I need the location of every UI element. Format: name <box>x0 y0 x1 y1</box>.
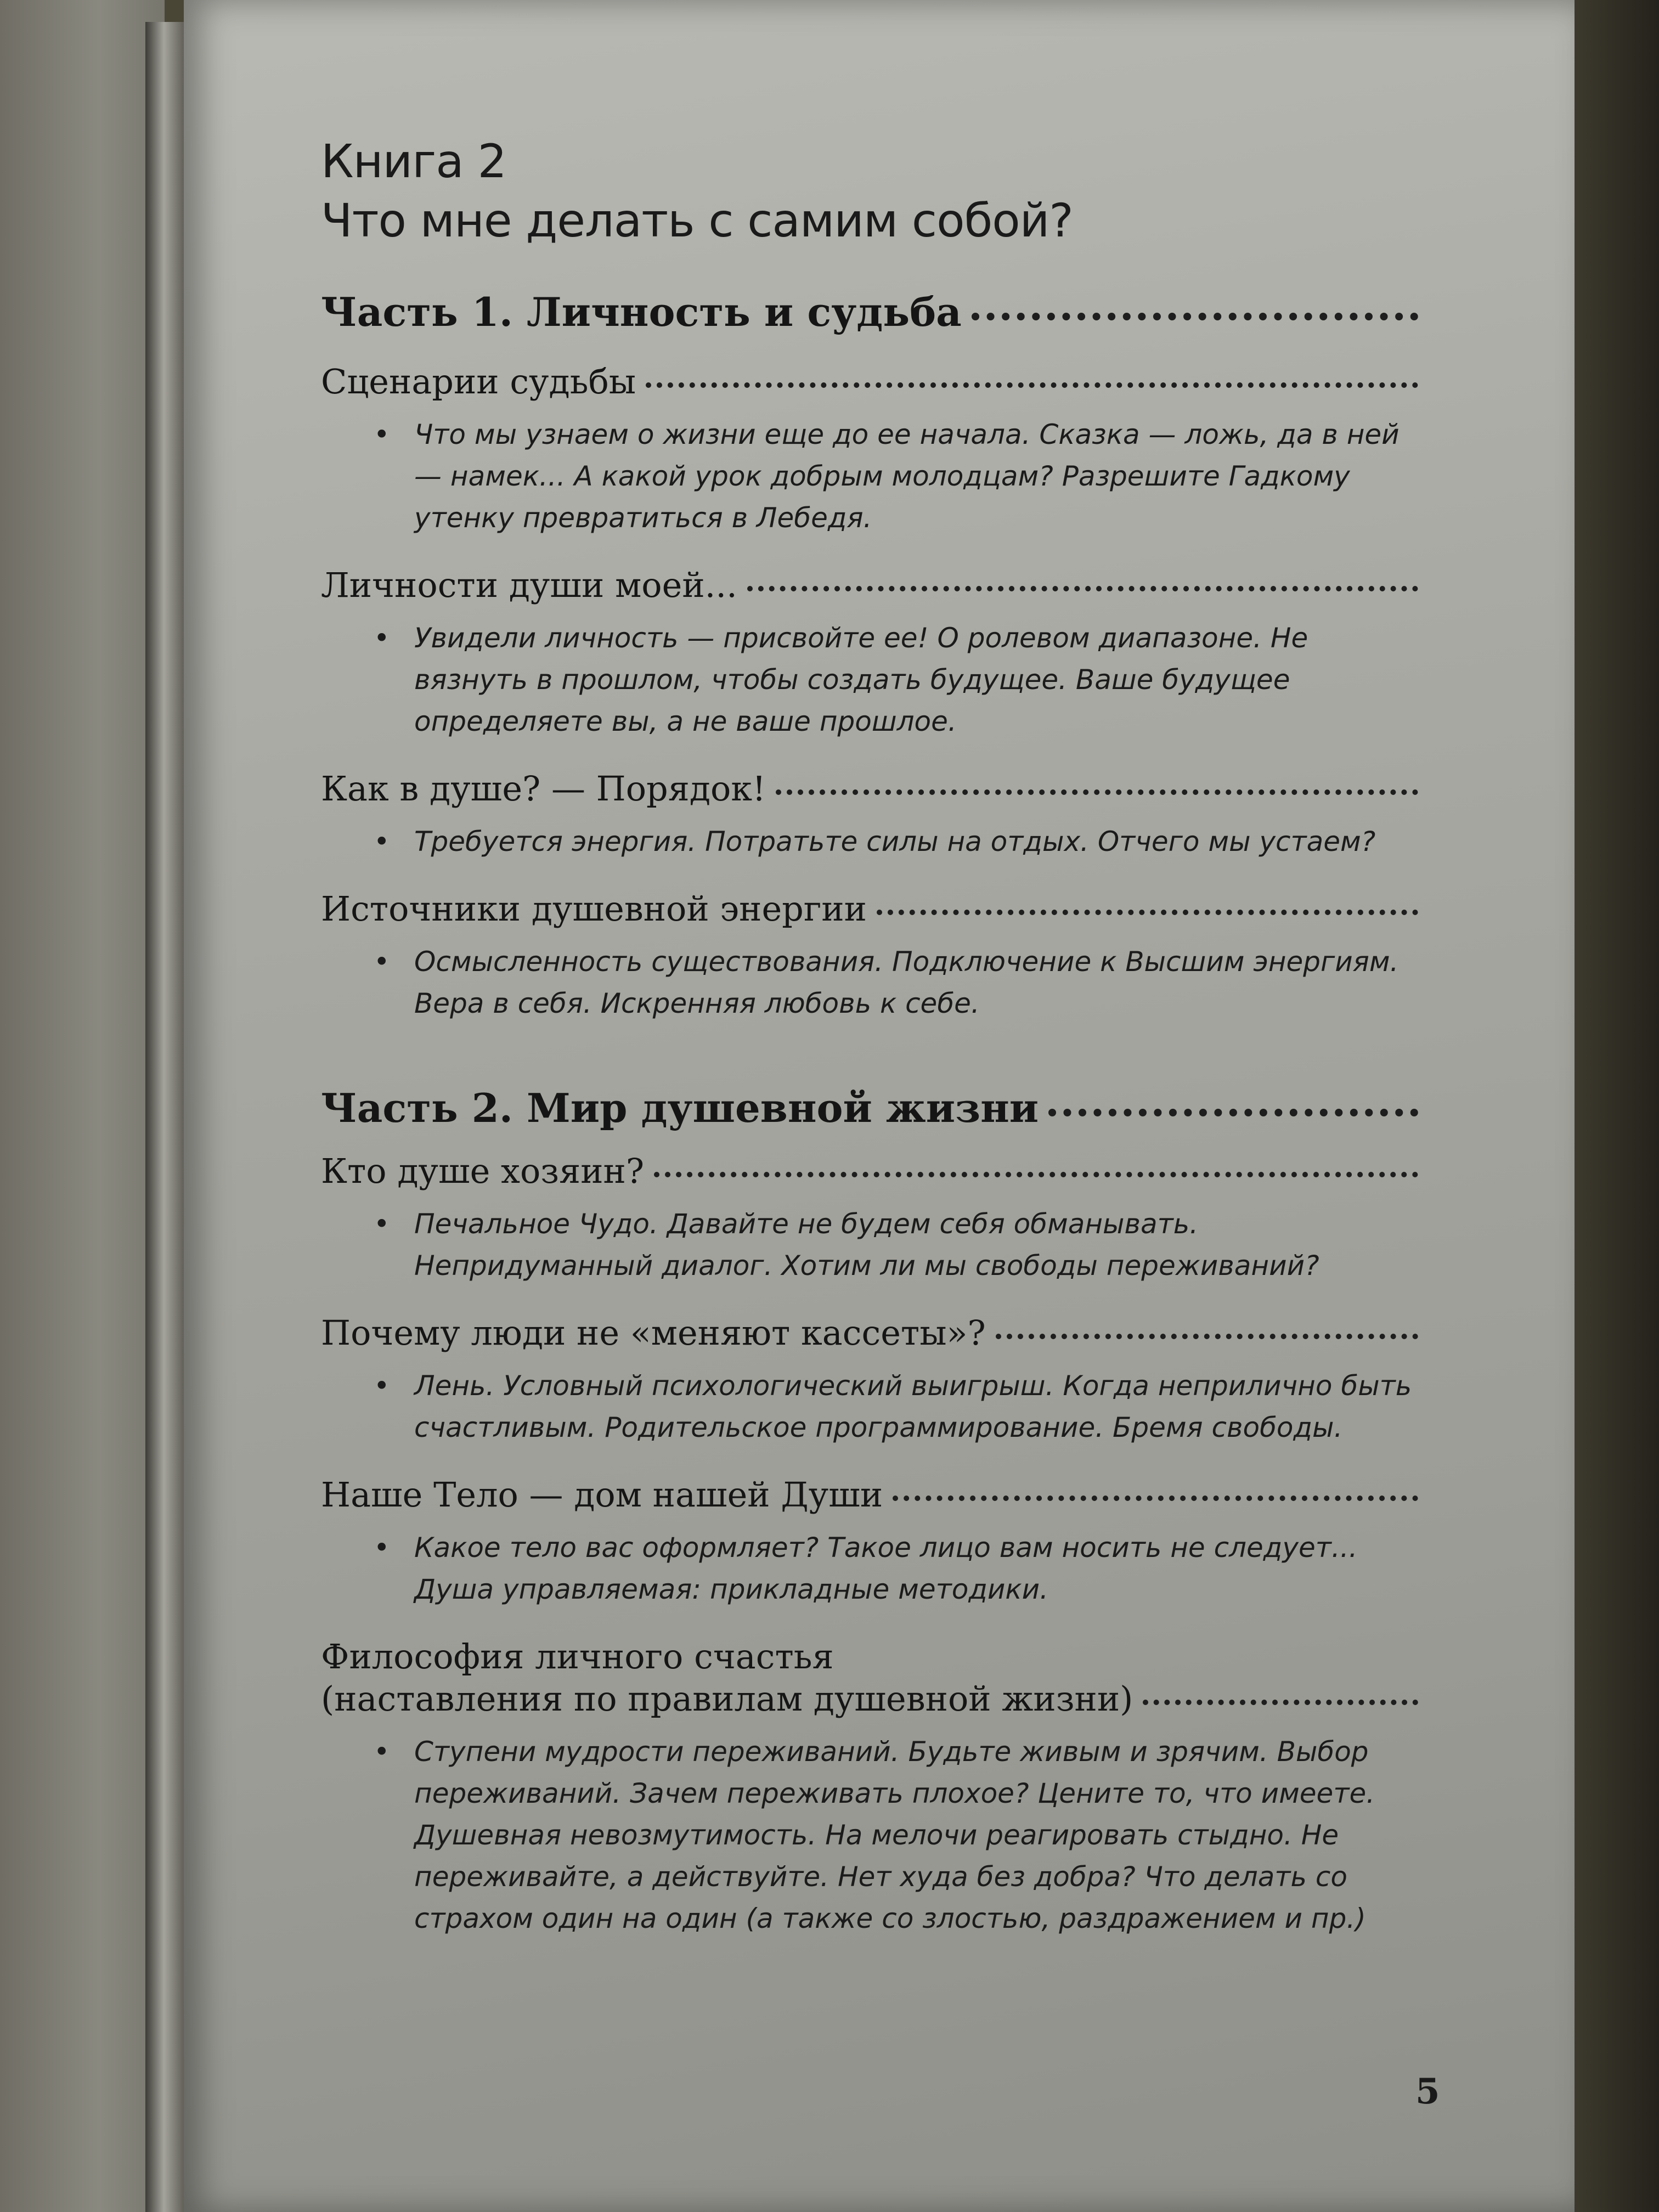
book-spine <box>145 22 187 2212</box>
entry-description <box>321 617 1418 742</box>
description-text: Увидели личность — присвойте ее! О ролевом диапазоне. Не вязнуть в прошлом, чтобы создать будущее. Ваше будущее определяете вы, а не ваше прошлое. <box>414 622 1308 737</box>
bullet-icon: • <box>374 419 390 450</box>
entry-description <box>321 1527 1418 1610</box>
description-text: Лень. Условный психологический выигрыш. Когда неприлично быть счастливым. Родительское программирование. Бремя свободы. <box>414 1370 1412 1443</box>
dot-leader <box>776 789 1418 795</box>
book-number: Книга 2 <box>321 134 506 188</box>
book-heading <box>321 132 1418 250</box>
entry-title: Как в душе? — Порядок! <box>321 769 766 809</box>
bullet-icon: • <box>374 946 390 978</box>
dot-leader <box>877 910 1418 915</box>
entry-title: Личности души моей... <box>321 565 737 605</box>
description-text: Требуется энергия. Потратьте силы на отдых. Отчего мы устаем? <box>414 826 1376 857</box>
description-text: Осмысленность существования. Подключение к Высшим энергиям. Вера в себя. Искренняя любовь к себе. <box>414 946 1399 1019</box>
toc-entry <box>321 769 1418 809</box>
dot-leader <box>1143 1700 1418 1705</box>
page-number: 5 <box>1415 2071 1440 2112</box>
entry-title: (наставления по правилам душевной жизни) <box>321 1679 1133 1719</box>
toc-entry <box>321 1475 1418 1515</box>
bullet-icon: • <box>374 1532 390 1564</box>
dot-leader <box>893 1496 1418 1501</box>
entry-description <box>321 1365 1418 1448</box>
entry-description <box>321 414 1418 539</box>
dot-leader <box>654 1172 1418 1177</box>
description-text: Какое тело вас оформляет? Такое лицо вам носить не следует... Душа управляемая: прикладные методики. <box>414 1532 1358 1605</box>
dot-leader <box>747 586 1418 591</box>
dot-leader <box>1048 1109 1418 1116</box>
entry-description <box>321 1203 1418 1286</box>
page-shadow <box>1575 0 1659 2212</box>
dot-leader <box>646 382 1418 388</box>
entry-title: Источники душевной энергии <box>321 889 867 929</box>
part-2-heading <box>321 1085 1418 1131</box>
bullet-icon: • <box>374 1370 390 1402</box>
entry-title: Сценарии судьбы <box>321 362 636 402</box>
entry-description <box>321 941 1418 1024</box>
toc-entry <box>321 565 1418 605</box>
entry-description <box>321 1731 1418 1939</box>
dot-leader <box>996 1334 1418 1339</box>
part-title: Часть 1. Личность и судьба <box>321 289 962 335</box>
table-of-contents <box>321 132 1418 1939</box>
entry-title: Почему люди не «меняют кассеты»? <box>321 1313 986 1353</box>
bullet-icon: • <box>374 1208 390 1240</box>
dot-leader <box>972 313 1418 320</box>
description-text: Что мы узнаем о жизни еще до ее начала. Сказка — ложь, да в ней — намек... А какой урок добрым молодцам? Разрешите Гадкому утенку превратиться в Лебедя. <box>414 419 1400 534</box>
entry-description <box>321 821 1418 862</box>
entry-title: Кто душе хозяин? <box>321 1151 645 1191</box>
entry-title: Наше Тело — дом нашей Души <box>321 1475 883 1515</box>
toc-entry <box>321 1313 1418 1353</box>
left-page-edge <box>0 0 165 2212</box>
toc-entry <box>321 1679 1418 1719</box>
toc-entry <box>321 362 1418 402</box>
description-text: Печальное Чудо. Давайте не будем себя обманывать. Непридуманный диалог. Хотим ли мы свободы переживаний? <box>414 1208 1319 1282</box>
toc-entry-title-line1: Философия личного счастья <box>321 1637 834 1677</box>
part-1-heading <box>321 289 1418 335</box>
book-title: Что мне делать с самим собой? <box>321 194 1073 247</box>
bullet-icon: • <box>374 1736 390 1768</box>
bullet-icon: • <box>374 826 390 857</box>
part-title: Часть 2. Мир душевной жизни <box>321 1085 1039 1131</box>
toc-entry <box>321 1151 1418 1191</box>
toc-entry <box>321 889 1418 929</box>
bullet-icon: • <box>374 622 390 654</box>
description-text: Ступени мудрости переживаний. Будьте живым и зрячим. Выбор переживаний. Зачем переживать плохое? Цените то, что имеете. Душевная невозмутимость. На мелочи реагировать стыдно. Не переживайте, а действуйте. Нет худа без добра? Что делать со страхом один на один (а также со злостью, раздражением и пр.) <box>414 1736 1375 1934</box>
